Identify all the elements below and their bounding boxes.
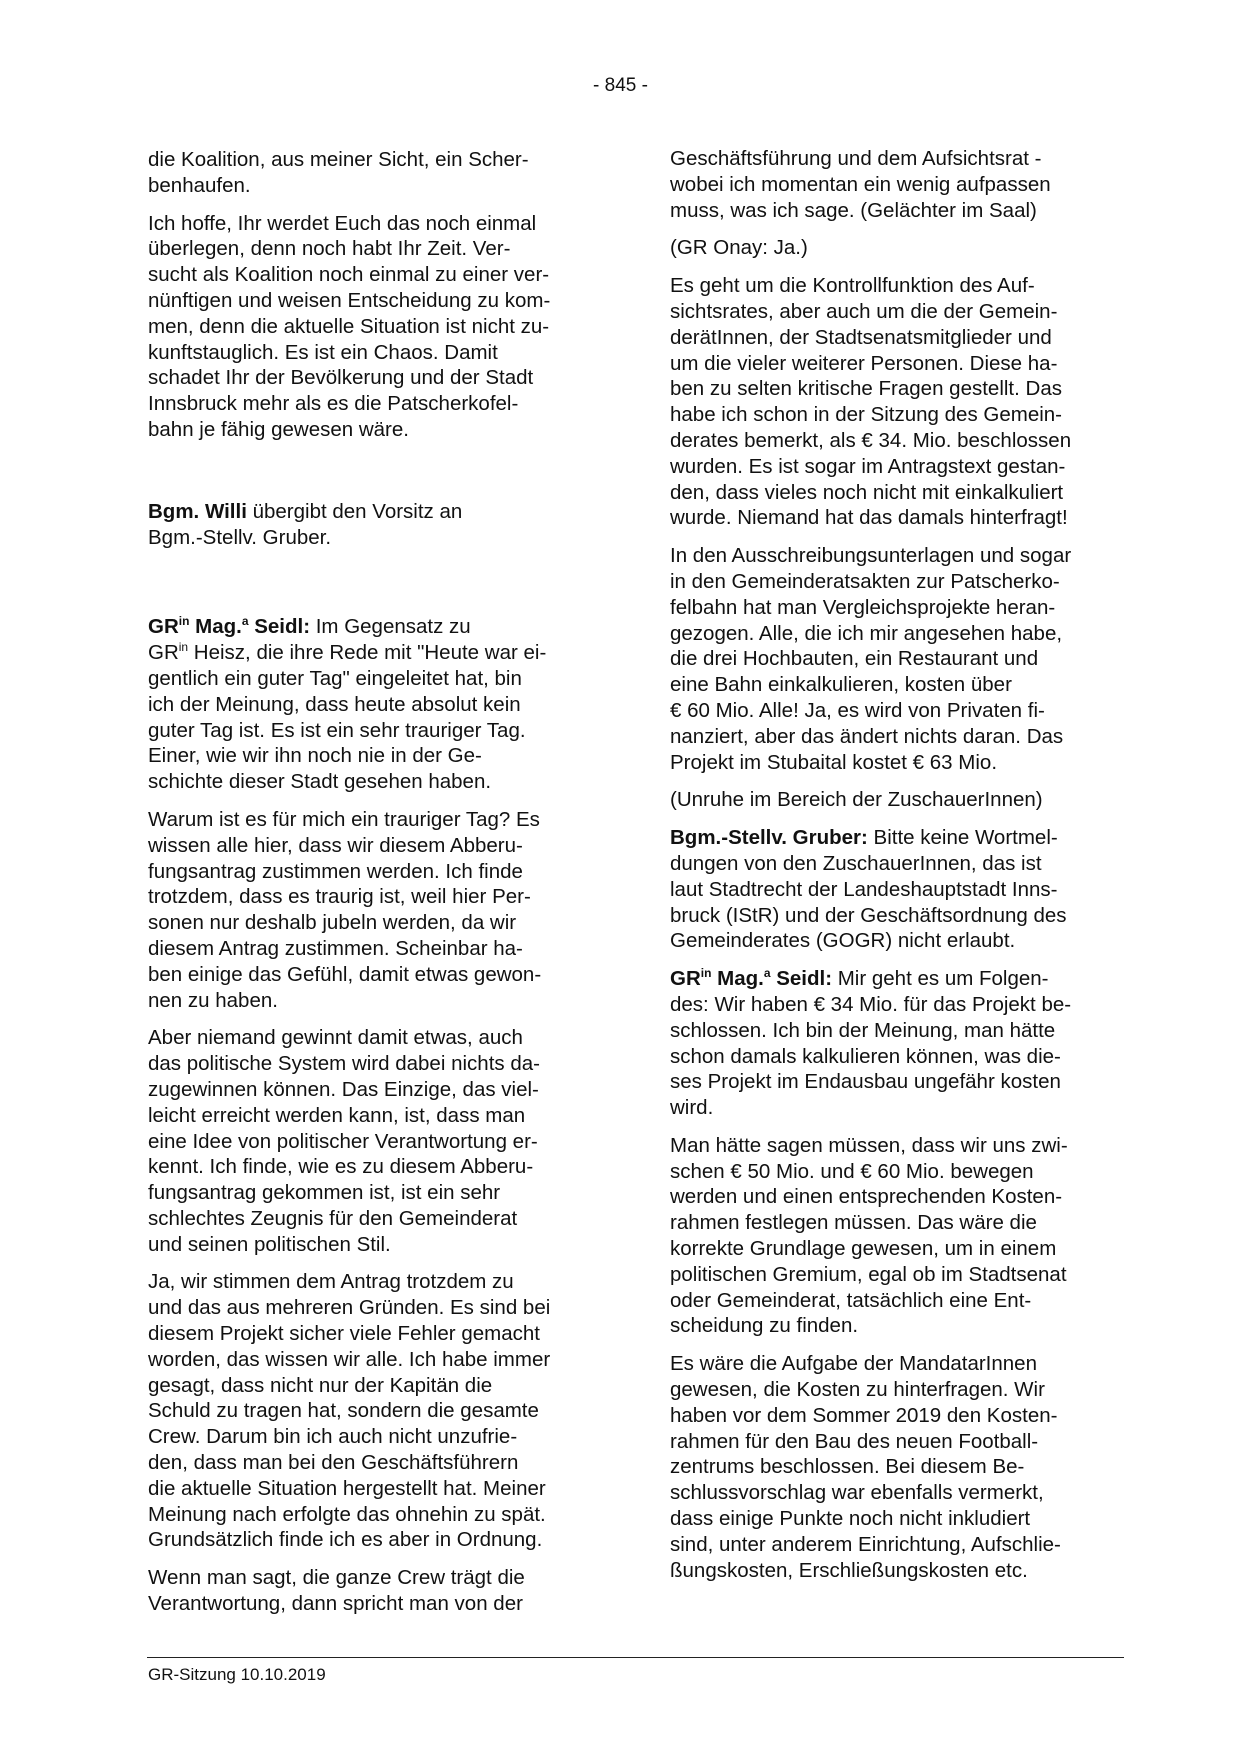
text-line: Crew. Darum bin ich auch nicht unzufrie-: [148, 1425, 518, 1449]
text-line: benhaufen.: [148, 173, 251, 197]
text-line: wobei ich momentan ein wenig aufpassen: [670, 172, 1051, 196]
paragraph: [670, 273, 1125, 531]
text-line: den, dass vieles noch nicht mit einkalkuliert: [670, 480, 1064, 504]
text-line: um die vieler weiterer Personen. Diese ha-: [670, 351, 1058, 375]
text-line: das politische System wird dabei nichts da-: [148, 1052, 540, 1076]
text-line: Gemeinderates (GOGR) nicht erlaubt.: [670, 929, 1016, 953]
text-line: ben zu selten kritische Fragen gestellt. Das: [670, 377, 1062, 401]
text-line: Es wäre die Aufgabe der MandatarInnen: [670, 1352, 1037, 1376]
text-line: politischen Gremium, egal ob im Stadtsenat: [670, 1262, 1067, 1286]
text-line: und seinen politischen Stil.: [148, 1232, 391, 1256]
text-line: in den Gemeinderatsakten zur Patscherko-: [670, 569, 1060, 593]
text-line: Innsbruck mehr als es die Patscherkofel-: [148, 392, 519, 416]
speaker-name: Bgm.-Stellv. Gruber:: [670, 826, 868, 850]
text-line: ben einige das Gefühl, damit etwas gewon-: [148, 962, 542, 986]
paragraph: [148, 1269, 602, 1553]
paragraph: [148, 1025, 602, 1257]
text-line: und das aus mehreren Gründen. Es sind bei: [148, 1296, 551, 1320]
text-line: Ich hoffe, Ihr werdet Euch das noch einmal: [148, 211, 537, 235]
text-line: kunftstauglich. Es ist ein Chaos. Damit: [148, 340, 498, 364]
interjection: [670, 235, 1125, 261]
text-line: Wenn man sagt, die ganze Crew trägt die: [148, 1566, 525, 1590]
text-line: schon damals kalkulieren können, was die-: [670, 1044, 1061, 1068]
speech-paragraph: Bgm.-Stellv. Gruber: Bitte keine Wortmel- dungen von den ZuschauerInnen, das ist laut Stadtrecht der Landeshauptstadt Inns- bruck (IStR) und der Geschäftsordnung des Gemeinderates (GOGR) nicht erlaubt.: [670, 825, 1125, 954]
text-line: laut Stadtrecht der Landeshauptstadt Inns-: [670, 877, 1058, 901]
text-line: € 60 Mio. Alle! Ja, es wird von Privaten fi-: [670, 698, 1045, 722]
text-line: eine Idee von politischer Verantwortung er-: [148, 1129, 538, 1153]
text-line: (Unruhe im Bereich der ZuschauerInnen): [670, 788, 1043, 812]
text-line: bruck (IStR) und der Geschäftsordnung des: [670, 903, 1067, 927]
text-line: fungsantrag gekommen ist, ist ein sehr: [148, 1181, 501, 1205]
text-line: gesagt, dass nicht nur der Kapitän die: [148, 1373, 493, 1397]
paragraph: [148, 211, 602, 443]
text-line: Aber niemand gewinnt damit etwas, auch: [148, 1026, 523, 1050]
text-line: derates bemerkt, als € 34. Mio. beschlossen: [670, 428, 1072, 452]
text-line: eine Bahn einkalkulieren, kosten über: [670, 673, 1012, 697]
text-line: ich der Meinung, dass heute absolut kein: [148, 692, 521, 716]
chair-handover-paragraph: Bgm. Willi übergibt den Vorsitz an Bgm.-Stellv. Gruber.: [148, 499, 463, 549]
text-line: Grundsätzlich finde ich es aber in Ordnung.: [148, 1528, 543, 1552]
paragraph: [670, 1351, 1125, 1583]
text-line: schichte dieser Stadt gesehen haben.: [148, 770, 492, 794]
text-line: zentrums beschlossen. Bei diesem Be-: [670, 1455, 1025, 1479]
footer-divider: [147, 1657, 1124, 1658]
text-line: schlussvorschlag war ebenfalls vermerkt,: [670, 1481, 1044, 1505]
text-line: sichtsrates, aber auch um die der Gemein-: [670, 299, 1058, 323]
text-line: Verantwortung, dann spricht man von der: [148, 1592, 523, 1616]
text-line: Schuld zu tragen hat, sondern die gesamte: [148, 1399, 539, 1423]
text-line: sucht als Koalition noch einmal zu einer ver-: [148, 263, 550, 287]
paragraph: [148, 1565, 602, 1617]
text-line: haben vor dem Sommer 2019 den Kosten-: [670, 1403, 1058, 1427]
text-line: Geschäftsführung und dem Aufsichtsrat -: [670, 147, 1042, 170]
text-line: wissen alle hier, dass wir diesem Abberu-: [148, 833, 523, 857]
text-line: In den Ausschreibungsunterlagen und sogar: [670, 544, 1072, 568]
paragraph: [670, 146, 1125, 223]
text-line: Warum ist es für mich ein trauriger Tag? Es: [148, 807, 540, 831]
speaker-name: $GR^{in}$ Mag.$^a$ Seidl:: [148, 614, 311, 639]
text-line: nen zu haben.: [148, 988, 278, 1012]
text-line: werden und einen entsprechenden Kosten-: [670, 1185, 1063, 1209]
text-line: (GR Onay: Ja.): [670, 236, 808, 260]
text-line: schadet Ihr der Bevölkerung und der Stadt: [148, 366, 534, 390]
text-line: scheidung zu finden.: [670, 1314, 859, 1338]
interjection: [670, 787, 1125, 813]
text-line: überlegen, denn noch habt Ihr Zeit. Ver-: [148, 237, 511, 261]
text-line: die Koalition, aus meiner Sicht, ein Scher-: [148, 148, 529, 171]
text-line: ses Projekt im Endausbau ungefähr kosten: [670, 1070, 1061, 1094]
text-line: gewesen, die Kosten zu hinterfragen. Wir: [670, 1378, 1045, 1402]
speaker-name: $GR^{in}$ Mag.$^a$ Seidl:: [670, 966, 833, 991]
text-line: sind, unter anderem Einrichtung, Aufschlie-: [670, 1532, 1061, 1556]
footer-session-date: GR-Sitzung 10.10.2019: [148, 1665, 326, 1684]
text-line: sonen nur deshalb jubeln werden, da wir: [148, 911, 517, 935]
text-line: derätInnen, der Stadtsenatsmitglieder und: [670, 325, 1052, 349]
text-line: ßungskosten, Erschließungskosten etc.: [670, 1558, 1028, 1582]
text-line: trotzdem, dass es traurig ist, weil hier Per-: [148, 885, 531, 909]
text-line: leicht erreicht werden kann, ist, dass man: [148, 1103, 526, 1127]
text-line: Man hätte sagen müssen, dass wir uns zwi-: [670, 1133, 1068, 1157]
text-line: Einer, wie wir ihn noch nie in der Ge-: [148, 744, 482, 768]
text-line: kennt. Ich finde, wie es zu diesem Abberu-: [148, 1155, 534, 1179]
text-line: gezogen. Alle, die ich mir angesehen habe,: [670, 621, 1063, 645]
speaker-name: Bgm. Willi: [148, 499, 247, 523]
paragraph: [148, 147, 602, 199]
text-line: bahn je fähig gewesen wäre.: [148, 417, 409, 441]
text-line: felbahn hat man Vergleichsprojekte heran-: [670, 595, 1056, 619]
text-line: rahmen festlegen müssen. Das wäre die: [670, 1211, 1037, 1235]
text-line: dass einige Punkte noch nicht inkludiert: [670, 1507, 1031, 1531]
text-line: habe ich schon in der Sitzung des Gemein-: [670, 403, 1063, 427]
left-column: [148, 147, 602, 1629]
text-line: wird.: [670, 1096, 714, 1120]
text-line: korrekte Grundlage gewesen, um in einem: [670, 1237, 1057, 1261]
text-line: den, dass man bei den Geschäftsführern: [148, 1451, 519, 1475]
text-line: Ja, wir stimmen dem Antrag trotzdem zu: [148, 1270, 514, 1294]
text-line: diesem Projekt sicher viele Fehler gemacht: [148, 1322, 540, 1346]
text-line: nünftigen und weisen Entscheidung zu kom-: [148, 288, 551, 312]
text-line: schlossen. Ich bin der Meinung, man hätte: [670, 1018, 1056, 1042]
text-line: men, denn die aktuelle Situation ist nicht zu-: [148, 314, 550, 338]
text-line: die aktuelle Situation hergestellt hat. Meiner: [148, 1476, 546, 1500]
text-line: wurden. Es ist sogar im Antragstext gestan-: [670, 454, 1066, 478]
paragraph: [670, 1133, 1125, 1339]
right-column: [670, 146, 1125, 1595]
speech-paragraph: $GR^{in}$ Mag.$^a$ Seidl: Mir geht es um Folgen- des: Wir haben € 34 Mio. für das Projekt be- schlossen. Ich bin der Meinung, man hätte schon damals kalkulieren können, was die- ses Projekt im Endausbau ungefähr kosten wird.: [670, 966, 1125, 1121]
text-line: oder Gemeinderat, tatsächlich eine Ent-: [670, 1288, 1032, 1312]
text-line: schen € 50 Mio. und € 60 Mio. bewegen: [670, 1159, 1034, 1183]
text-line: schlechtes Zeugnis für den Gemeinderat: [148, 1206, 518, 1230]
text-line: Meinung nach erfolgte das ohnehin zu spät.: [148, 1502, 546, 1526]
text-line: wurde. Niemand hat das damals hinterfragt!: [670, 506, 1068, 530]
text-line: guter Tag ist. Es ist ein sehr trauriger Tag.: [148, 718, 526, 742]
text-line: zugewinnen können. Das Einzige, das viel-: [148, 1077, 539, 1101]
page-number: - 845 -: [593, 75, 648, 96]
text-line: dungen von den ZuschauerInnen, das ist: [670, 851, 1042, 875]
speech-paragraph: $GR^{in}$ Mag.$^a$ Seidl: Im Gegensatz zu $GR^{in}$ Heisz, die ihre Rede mit "Heute war ei- gentlich ein guter Tag" eingeleitet hat, bin ich der Meinung, dass heute absolut kein guter Tag ist. Es ist ein sehr trauriger Tag. Einer, wie wir ihn noch nie in der Ge- schichte dieser Stadt gesehen haben.: [148, 614, 602, 795]
paragraph: [670, 543, 1125, 775]
text-line: rahmen für den Bau des neuen Football-: [670, 1429, 1039, 1453]
paragraph: [148, 807, 602, 1013]
text-line: nanziert, aber das ändert nichts daran. Das: [670, 724, 1064, 748]
text-line: diesem Antrag zustimmen. Scheinbar ha-: [148, 936, 523, 960]
text-line: muss, was ich sage. (Gelächter im Saal): [670, 198, 1037, 222]
text-line: die drei Hochbauten, ein Restaurant und: [670, 647, 1039, 671]
text-line: Es geht um die Kontrollfunktion des Auf-: [670, 274, 1035, 298]
text-line: fungsantrag zustimmen werden. Ich finde: [148, 859, 523, 883]
text-line: gentlich ein guter Tag" eingeleitet hat, bin: [148, 666, 522, 690]
text-line: des: Wir haben € 34 Mio. für das Projekt be-: [670, 992, 1072, 1016]
text-line: worden, das wissen wir alle. Ich habe immer: [148, 1347, 551, 1371]
text-line: Projekt im Stubaital kostet € 63 Mio.: [670, 750, 998, 774]
